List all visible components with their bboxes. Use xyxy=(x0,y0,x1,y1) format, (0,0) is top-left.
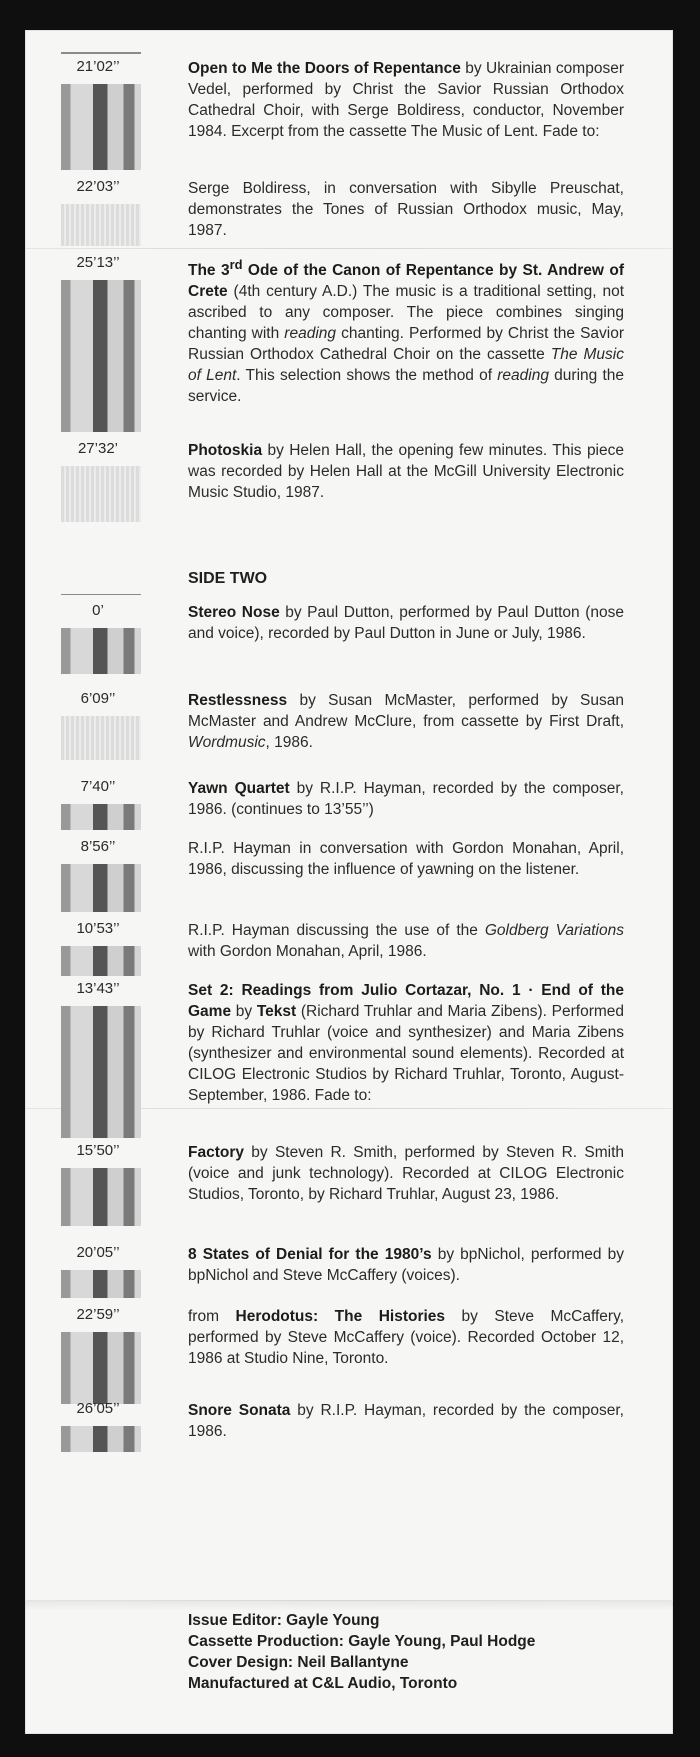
track-time: 22’59’’ xyxy=(76,1306,120,1323)
track-time: 22’03’’ xyxy=(76,178,120,195)
waveform-thumbnail xyxy=(61,716,141,760)
credit-line: Cover Design: Neil Ballantyne xyxy=(188,1654,409,1671)
track-title: Open to Me the Doors of Repentance xyxy=(188,60,461,77)
track-time: 21’02’’ xyxy=(76,58,120,75)
waveform-thumbnail xyxy=(61,628,141,674)
track-text: by Ukrainian composer Vedel, performed by Christ the Savior Russian Orthodox Cathedral Choir, with Serge Boldiress, conductor, November 1984. Excerpt from the cassette The Music of Lent. Fade to: xyxy=(188,60,624,140)
track-description xyxy=(188,778,624,820)
track-time: 13’43’’ xyxy=(76,980,120,997)
track-text: by Steven R. Smith, performed by Steven R. Smith (voice and junk technology). Recorded at CILOG Electronic Studios, Toronto, by Richard Truhlar, August 23, 1986. xyxy=(188,1144,624,1203)
waveform-thumbnail xyxy=(61,84,141,170)
track-description xyxy=(188,58,624,142)
waveform-thumbnail xyxy=(61,280,141,432)
track-title: Set 2: Readings from Julio Cortazar, No. 1 · End of the Game xyxy=(188,982,624,1020)
track-description: from Herodotus: The Histories by Steve McCaffery, performed by Steve McCaffery (voice). Recorded October 12, 1986 at Studio Nine, Toronto. xyxy=(188,1308,624,1367)
track-description xyxy=(188,440,624,503)
credit-line: Manufactured at C&L Audio, Toronto xyxy=(188,1675,458,1692)
track-text: by R.I.P. Hayman, recorded by the composer, 1986. xyxy=(188,1402,624,1440)
track-text: by Paul Dutton, performed by Paul Dutton (nose and voice), recorded by Paul Dutton in June or July, 1986. xyxy=(188,604,624,642)
track-divider xyxy=(61,52,141,54)
waveform-thumbnail xyxy=(61,1270,141,1298)
track-title: Stereo Nose xyxy=(188,604,280,621)
track-description: Restlessness by Susan McMaster, performed by Susan McMaster and Andrew McClure, from cassette by First Draft, Wordmusic, 1986. xyxy=(188,692,624,751)
track-description xyxy=(188,1142,624,1205)
waveform-thumbnail xyxy=(61,1006,141,1138)
track-title: Restlessness xyxy=(188,692,288,709)
track-time: 26’05’’ xyxy=(76,1400,120,1417)
track-title: Yawn Quartet xyxy=(188,780,290,797)
track-description xyxy=(188,178,624,241)
track-time: 8’56’’ xyxy=(80,838,116,855)
track-time: 15’50’’ xyxy=(76,1142,120,1159)
side-two-heading: SIDE TWO xyxy=(188,570,268,587)
waveform-thumbnail xyxy=(61,946,141,976)
track-time: 10’53’’ xyxy=(76,920,120,937)
waveform-thumbnail xyxy=(61,864,141,912)
track-description xyxy=(188,602,624,644)
waveform-thumbnail xyxy=(61,1332,141,1404)
liner-notes-sheet xyxy=(25,30,673,1734)
track-divider xyxy=(61,594,141,595)
track-text: by bpNichol, performed by bpNichol and Steve McCaffery (voices). xyxy=(188,1246,624,1284)
waveform-thumbnail xyxy=(61,466,141,522)
track-description xyxy=(188,1400,624,1442)
track-text: by Helen Hall, the opening few minutes. This piece was recorded by Helen Hall at the McGill University Electronic Music Studio, 1987. xyxy=(188,442,624,501)
track-time: 20’05’’ xyxy=(76,1244,120,1261)
track-description: Set 2: Readings from Julio Cortazar, No. 1 · End of the Game by Tekst (Richard Truhlar and Maria Zibens). Performed by Richard Truhlar (voice and synthesizer) and Maria Zibens (synthesizer and environmental sound elements). Recorded at CILOG Electronic Studios by Richard Truhlar, Toronto, August-September, 1986. Fade to: xyxy=(188,982,625,1104)
credit-line: Cassette Production: Gayle Young, Paul Hodge xyxy=(188,1633,536,1650)
fold-line xyxy=(25,248,673,249)
track-text: Serge Boldiress, in conversation with Sibylle Preuschat, demonstrates the Tones of Russian Orthodox music, May, 1987. xyxy=(188,180,624,239)
track-description: R.I.P. Hayman discussing the use of the Goldberg Variations with Gordon Monahan, April, 1986. xyxy=(188,922,624,960)
track-text: by R.I.P. Hayman, recorded by the composer, 1986. (continues to 13’55’’) xyxy=(188,780,624,818)
track-description: The 3rd Ode of the Canon of Repentance by St. Andrew of Crete (4th century A.D.) The music is a traditional setting, not ascribed to any composer. The piece combines singing chanting with reading chanting. Performed by Christ the Savior Russian Orthodox Cathedral Choir on the cassette The Music of Lent. This selection shows the method of reading during the service. xyxy=(188,257,624,406)
waveform-thumbnail xyxy=(61,1168,141,1226)
track-title: Snore Sonata xyxy=(188,1402,291,1419)
credit-line: Issue Editor: Gayle Young xyxy=(188,1612,380,1629)
waveform-thumbnail xyxy=(61,804,141,830)
track-description xyxy=(188,838,624,880)
production-credits xyxy=(188,1610,535,1694)
track-title: Photoskia xyxy=(188,442,263,459)
track-title: Herodotus: The Histories xyxy=(235,1308,446,1325)
waveform-thumbnail xyxy=(61,1426,141,1452)
track-title: 8 States of Denial for the 1980’s xyxy=(188,1246,432,1263)
waveform-thumbnail xyxy=(61,204,141,246)
track-time: 0’ xyxy=(92,602,104,619)
track-text: R.I.P. Hayman in conversation with Gordon Monahan, April, 1986, discussing the influence of yawning on the listener. xyxy=(188,840,624,878)
track-title: The 3rd Ode of the Canon of Repentance by St. Andrew of Crete xyxy=(188,257,624,301)
track-time: 25’13’’ xyxy=(76,254,120,271)
track-description xyxy=(188,1244,624,1286)
track-title: Factory xyxy=(188,1144,244,1161)
track-time: 27’32’ xyxy=(77,440,119,457)
track-time: 6’09’’ xyxy=(80,690,116,707)
track-text: by Steve McCaffery, performed by Steve McCaffery (voice). Recorded October 12, 1986 at Studio Nine, Toronto. xyxy=(188,1308,624,1367)
track-time: 7’40’’ xyxy=(80,778,116,795)
